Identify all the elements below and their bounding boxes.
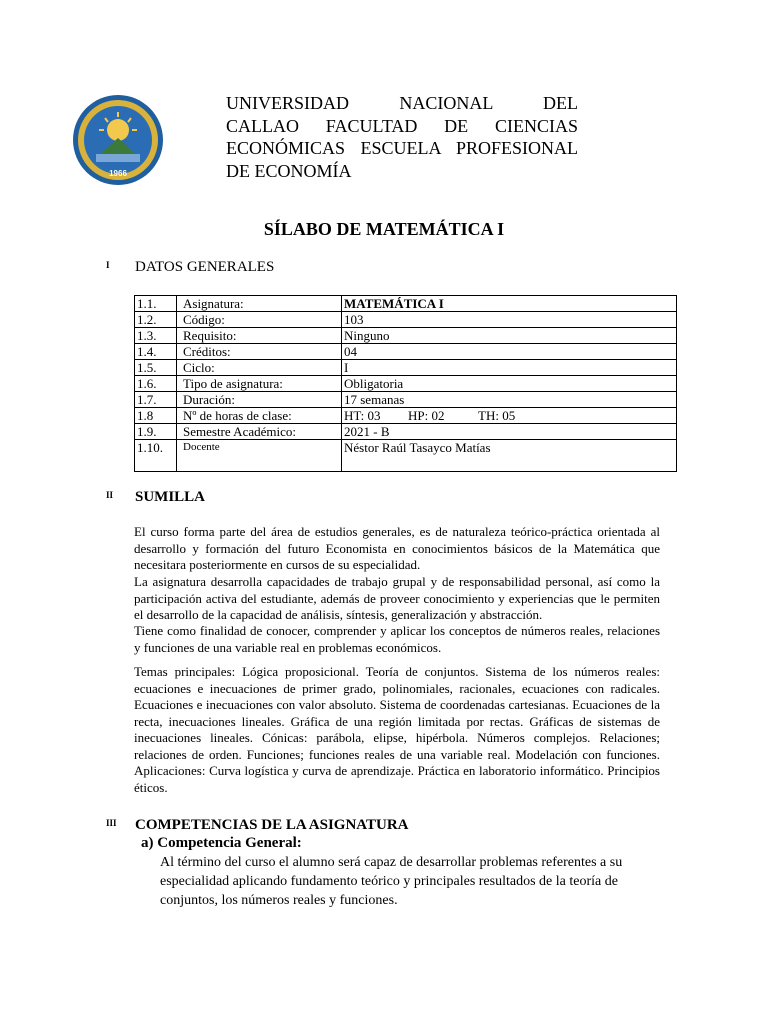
row-number: 1.2.	[135, 312, 177, 328]
competence-general-subtitle: a) Competencia General:	[141, 835, 302, 851]
section-2-title: SUMILLA	[135, 489, 206, 505]
row-label: Requisito:	[177, 328, 342, 344]
table-row	[135, 312, 677, 328]
table-row	[135, 360, 677, 376]
row-value: Néstor Raúl Tasayco Matías	[342, 440, 677, 472]
row-number: 1.5.	[135, 360, 177, 376]
row-number: 1.4.	[135, 344, 177, 360]
document-title: SÍLABO DE MATEMÁTICA I	[263, 219, 505, 239]
row-number: 1.9.	[135, 424, 177, 440]
hours-total: TH: 05	[478, 408, 516, 423]
row-value: MATEMÁTICA I	[342, 296, 677, 312]
row-value: 17 semanas	[342, 392, 677, 408]
general-data-table	[134, 295, 677, 472]
hours-theory: HT: 03	[344, 408, 381, 423]
section-3-title: COMPETENCIAS DE LA ASIGNATURA	[135, 817, 409, 833]
row-value: 103	[342, 312, 677, 328]
row-label: Ciclo:	[177, 360, 342, 376]
row-value: 04	[342, 344, 677, 360]
row-label: Docente	[177, 440, 342, 472]
row-label: Créditos:	[177, 344, 342, 360]
row-number: 1.1.	[135, 296, 177, 312]
row-number: 1.8	[135, 408, 177, 424]
university-seal-logo	[72, 94, 164, 186]
row-label: Nº de horas de clase:	[177, 408, 342, 424]
row-value: Ninguno	[342, 328, 677, 344]
table-row	[135, 408, 677, 424]
header-line-4: DE ECONOMÍA	[226, 160, 352, 181]
row-label: Duración:	[177, 392, 342, 408]
table-row	[135, 392, 677, 408]
header-line-3: ECONÓMICAS ESCUELA PROFESIONAL	[226, 138, 578, 158]
row-number: 1.6.	[135, 376, 177, 392]
row-number: 1.7.	[135, 392, 177, 408]
table-row	[135, 376, 677, 392]
row-number: 1.3.	[135, 328, 177, 344]
competence-general-text: Al término del curso el alumno será capaz de desarrollar problemas referentes a su especialidad aplicando fundamento teórico y principales resultados de la teoría de conjuntos, los números reales y funciones.	[160, 855, 623, 908]
section-2-number: II	[106, 490, 114, 500]
header-line-2: CALLAO FACULTAD DE CIENCIAS	[226, 115, 578, 136]
table-row	[135, 344, 677, 360]
table-row	[135, 424, 677, 440]
hours-practice: HP: 02	[408, 408, 445, 423]
table-row	[135, 440, 677, 472]
row-value: Obligatoria	[342, 376, 677, 392]
sumilla-paragraph-1: El curso forma parte del área de estudios generales, es de naturaleza teórico-práctica orientada al desarrollo y formación del futuro Economista en conocimientos básicos de la Matemática que necesitara posteriormente en cursos de su especialidad.	[134, 524, 660, 572]
row-label: Asignatura:	[177, 296, 342, 312]
row-value: 2021 - B	[342, 424, 677, 440]
section-1-number: I	[106, 260, 110, 270]
sumilla-paragraph-3: Tiene como finalidad de conocer, comprender y aplicar los conceptos de números reales, relaciones y funciones de una variable real en problemas económicos.	[134, 623, 660, 655]
row-value-hours	[342, 408, 677, 424]
table-row	[135, 328, 677, 344]
row-label: Semestre Académico:	[177, 424, 342, 440]
sumilla-paragraph-2: La asignatura desarrolla capacidades de trabajo grupal y de responsabilidad personal, así como la participación activa del estudiante, además de proveer conocimiento y experiencias que le permiten el desarrollo de la capacidad de análisis, síntesis, generalización y abstracción.	[134, 574, 660, 622]
row-value: I	[342, 360, 677, 376]
row-label: Tipo de asignatura:	[177, 376, 342, 392]
sumilla-paragraph-4: Temas principales: Lógica proposicional. Teoría de conjuntos. Sistema de los números reales: ecuaciones e inecuaciones de primer grado, polinomiales, racionales, ecuaciones con radicales. Ecuaciones e inecuaciones con valor absoluto. Sistema de coordenadas cartesianas. Ecuaciones de la recta, inecuaciones lineales. Gráfica de una región limitada por rectas. Gráficas de sistemas de inecuaciones lineales. Cónicas: parábola, elipse, hipérbola. Números complejos. Relaciones; relaciones de orden. Funciones; funciones reales de una variable real. Modelación con funciones. Aplicaciones: Curva logística y curva de aprendizaje. Práctica en laboratorio informático. Principios éticos.	[134, 664, 660, 795]
row-number: 1.10.	[135, 440, 177, 472]
table-row	[135, 296, 677, 312]
section-1-title: DATOS GENERALES	[135, 259, 275, 275]
row-label: Código:	[177, 312, 342, 328]
header-line-1: UNIVERSIDAD NACIONAL DEL	[226, 93, 578, 113]
seal-year: 1966	[109, 169, 127, 178]
section-3-number: III	[106, 818, 117, 828]
